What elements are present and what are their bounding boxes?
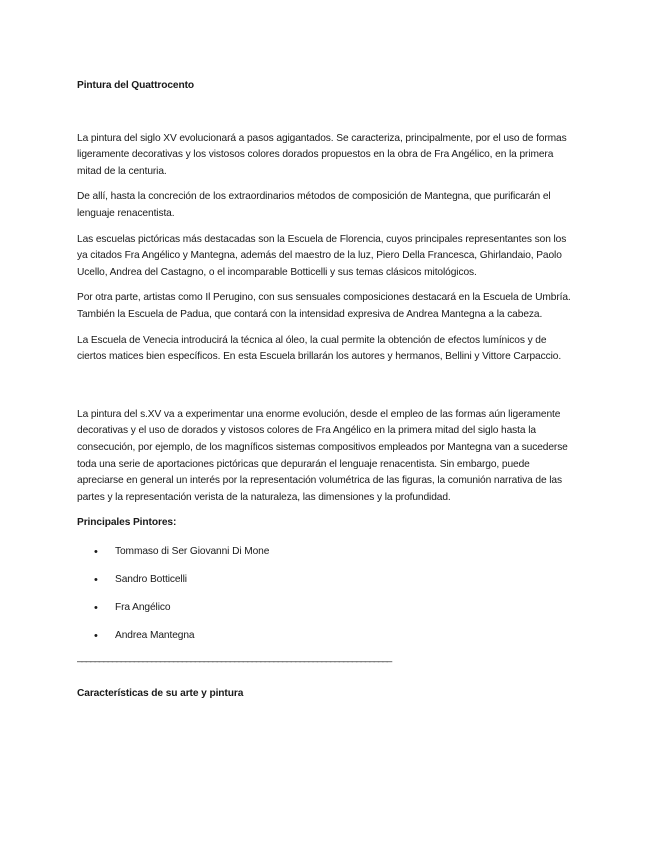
paragraph: Las escuelas pictóricas más destacadas son la Escuela de Florencia, cuyos principales representantes son los ya citados Fra Angélico y Mantegna, además del maestro de la luz, Piero Della Francesca, Ghirlandaio, Paolo Ucello, Andrea del Castagno, o el incomparable Botticelli y sus temas clásicos mitológicos. bbox=[77, 233, 567, 278]
paragraph: Por otra parte, artistas como Il Perugino, con sus sensuales composiciones destacará en la Escuela de Umbría. También la Escuela de Padua, que contará con la intensidad expresiva de Andrea Mantegna a la cabeza. bbox=[77, 292, 571, 320]
list-item-label: Sandro Botticelli bbox=[115, 573, 187, 585]
page-title: Pintura del Quattrocento bbox=[77, 80, 195, 91]
document-body bbox=[77, 78, 577, 715]
bullet-icon: • bbox=[94, 629, 98, 642]
painters-heading: Principales Pintores: bbox=[77, 517, 177, 529]
list-item-label: Fra Angélico bbox=[115, 601, 171, 613]
list-item-label: Andrea Mantegna bbox=[115, 629, 195, 641]
paragraph: La Escuela de Venecia introducirá la técnica al óleo, la cual permite la obtención de efectos lumínicos y de ciertos matices bien específicos. En esta Escuela brillarán los autores y hermanos, Bellini y Vittore Carpaccio. bbox=[77, 334, 562, 363]
bullet-icon: • bbox=[94, 573, 98, 586]
bullet-icon: • bbox=[94, 545, 98, 558]
list-item-label: Tommaso di Ser Giovanni Di Mone bbox=[115, 545, 270, 557]
list-item bbox=[77, 600, 577, 617]
spacer bbox=[77, 375, 577, 407]
list-item bbox=[77, 628, 577, 645]
section-heading: Características de su arte y pintura bbox=[77, 688, 244, 700]
list-item bbox=[77, 572, 577, 589]
list-item bbox=[77, 544, 577, 561]
paragraph: De allí, hasta la concreción de los extraordinarios métodos de composición de Mantegna, que purificarán el lenguaje renacentista. bbox=[77, 191, 551, 219]
horizontal-rule: ________________________________________________________________________ bbox=[77, 651, 392, 663]
bullet-icon: • bbox=[94, 601, 98, 614]
paragraph: La pintura del s.XV va a experimentar una enorme evolución, desde el empleo de las formas aún ligeramente decorativas y el uso de dorados y vistosos colores de Fra Angélico en la primera mitad del siglo hasta la consecución, por ejemplo, de los magníficos sistemas compositivos empleados por Mantegna van a sucederse toda una serie de aportaciones pictóricas que depurarán el lenguaje renacentista. Sin embargo, puede apreciarse en general un interés por la representación volumétrica de las figuras, la comunión narrativa de las partes y la representación verista de la naturaleza, las dimensiones y la profundidad. bbox=[77, 408, 568, 503]
paragraph: La pintura del siglo XV evolucionará a pasos agigantados. Se caracteriza, principalmente, por el uso de formas ligeramente decorativas y los vistosos colores dorados propuestos en la obra de Fra Angélico, en la primera mitad de la centuria. bbox=[77, 132, 567, 177]
spacer bbox=[77, 95, 577, 131]
painters-list bbox=[77, 544, 577, 645]
